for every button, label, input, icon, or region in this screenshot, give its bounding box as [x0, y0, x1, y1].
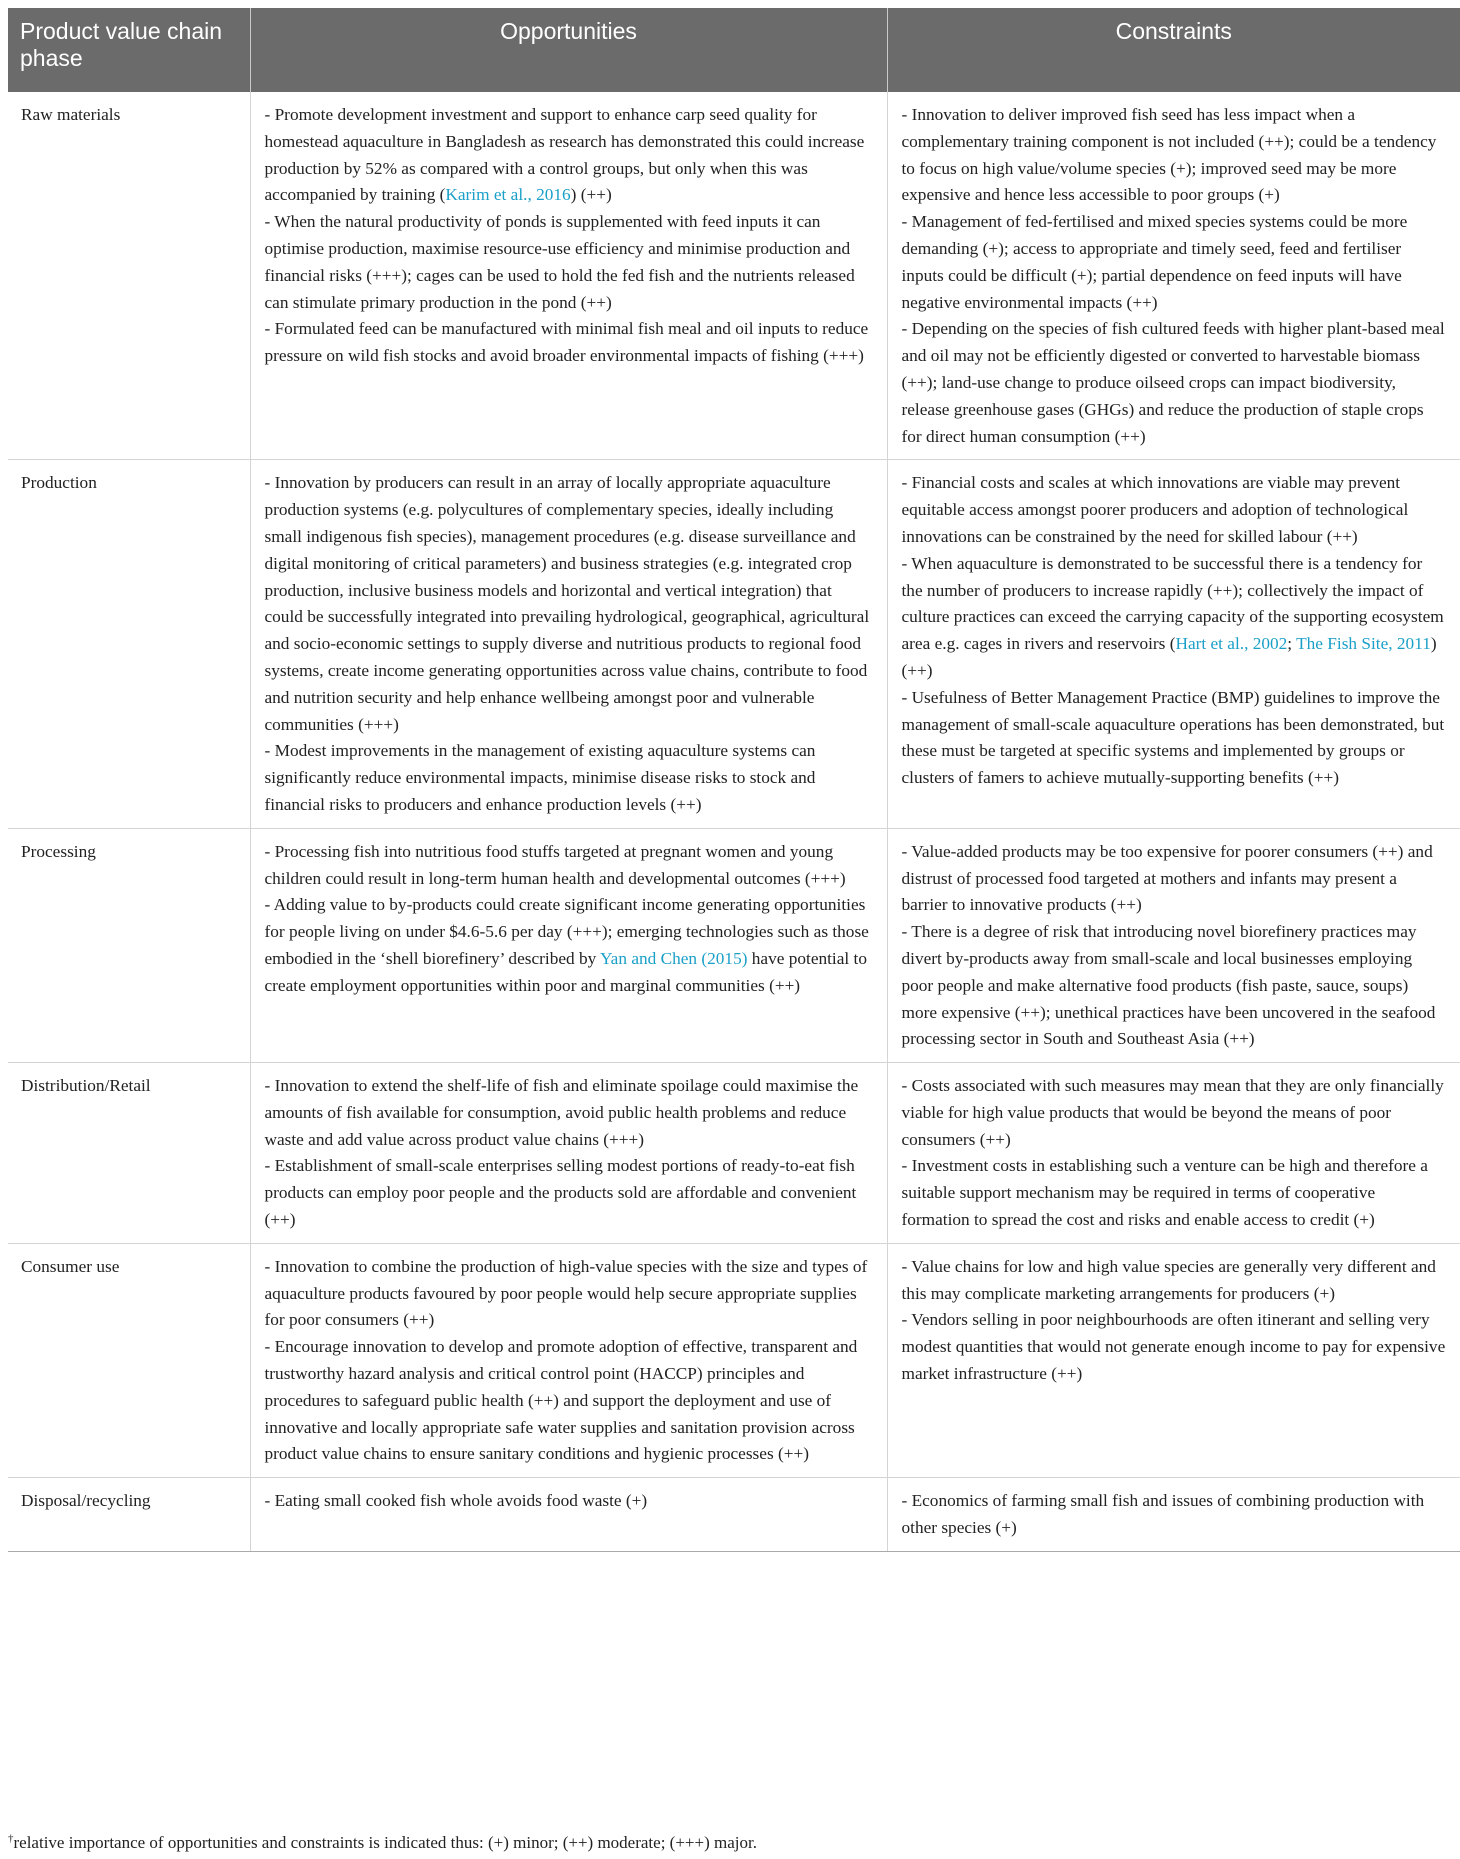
- opportunitie-item: [265, 470, 873, 738]
- constraint-item: [902, 470, 1447, 550]
- opportunities-cell: [250, 92, 887, 460]
- table-row: [8, 92, 1460, 460]
- phase-cell: Raw materials: [8, 92, 250, 460]
- cell-text: - Innovation to deliver improved fish seed has less impact when a complementary training component is not included (++); could be a tendency to focus on high value/volume species (+); improved seed may be more expensive and hence less accessible to poor groups (+): [901, 105, 1437, 205]
- constraint-item: [902, 1254, 1447, 1308]
- opportunitie-item: [265, 1334, 873, 1468]
- cell-text: - Innovation to combine the production of high-value species with the size and types of aquaculture products favoured by poor people would help secure appropriate supplies for poor consumers (++): [264, 1256, 868, 1330]
- opportunitie-item: [265, 209, 873, 316]
- footnote-marker: †: [8, 1832, 14, 1845]
- constraints-cell: [887, 460, 1460, 828]
- cell-text: - Innovation by producers can result in an array of locally appropriate aquaculture production systems (e.g. polycultures of complementary species, ideally including small indigenous fish species), management procedures (e.g. disease surveillance and digital monitoring of critical parameters) and business strategies (e.g. integrated crop production, inclusive business models and horizontal and vertical integration) that could be successfully integrated into prevailing hydrological, geographical, agricultural and socio-economic settings to supply diverse and nutritious products to regional food systems, create income generating opportunities across value chains, contribute to food and nutrition security and help enhance wellbeing amongst poor and vulnerable communities (+++): [264, 473, 870, 734]
- cell-text: - Value chains for low and high value species are generally very different and this may complicate marketing arrangements for producers (+): [901, 1256, 1436, 1303]
- table-row: [8, 1243, 1460, 1477]
- cell-text: - Depending on the species of fish cultured feeds with higher plant-based meal and oil may not be efficiently digested or converted to harvestable biomass (++); land-use change to produce oilseed crops can impact biodiversity, release greenhouse gases (GHGs) and reduce the production of staple crops for direct human consumption (++): [901, 319, 1445, 446]
- constraints-cell: [887, 1478, 1460, 1552]
- cell-text: have potential to create employment opportunities within poor and marginal communities (++): [264, 948, 867, 995]
- header-phase: Product value chain phase: [8, 8, 250, 92]
- phase-cell: Distribution/Retail: [8, 1063, 250, 1244]
- cell-text: - Eating small cooked fish whole avoids food waste (+): [264, 1491, 648, 1511]
- opportunitie-item: [265, 1488, 873, 1515]
- cell-text: - Adding value to by-products could create significant income generating opportunities for people living on under $4.6-5.6 per day (+++); emerging technologies such as those embodied in the ‘shell biorefinery’ described by: [264, 895, 869, 968]
- cell-text: - Innovation to extend the shelf-life of fish and eliminate spoilage could maximise the amounts of fish available for consumption, avoid public health problems and reduce waste and add value across product value chains (+++): [264, 1076, 859, 1149]
- cell-text: - Investment costs in establishing such a venture can be high and therefore a suitable support mechanism may be required in terms of cooperative formation to spread the cost and risks and enable access to credit (+): [901, 1156, 1428, 1230]
- value-chain-table: [8, 8, 1460, 1552]
- cell-text: - Management of fed-fertilised and mixed species systems could be more demanding (+); access to appropriate and timely seed, feed and fertiliser inputs could be difficult (+); partial dependence on feed inputs will have negative environmental impacts (++): [901, 212, 1408, 312]
- cell-text: - Usefulness of Better Management Practice (BMP) guidelines to improve the management of small-scale aquaculture operations has been demonstrated, but these must be targeted at specific systems and implemented by groups or clusters of famers to achieve mutually-supporting benefits (++): [901, 687, 1445, 788]
- cell-text: - Costs associated with such measures may mean that they are only financially viable for high value products that would be beyond the means of poor consumers (++): [901, 1076, 1444, 1149]
- constraint-item: [902, 1488, 1447, 1542]
- opportunitie-item: [265, 1073, 873, 1153]
- header-opportunities: Opportunities: [250, 8, 887, 92]
- table-row: [8, 1478, 1460, 1552]
- cell-text: - Formulated feed can be manufactured with minimal fish meal and oil inputs to reduce pressure on wild fish stocks and avoid broader environmental impacts of fishing (+++): [264, 319, 869, 366]
- cell-text: - Encourage innovation to develop and promote adoption of effective, transparent and trustworthy hazard analysis and critical control point (HACCP) principles and procedures to safeguard public health (++) and support the deployment and use of innovative and locally appropriate safe water supplies and sanitation provision across product value chains to ensure sanitary conditions and hygienic processes (++): [264, 1337, 858, 1464]
- constraints-cell: [887, 828, 1460, 1062]
- opportunities-cell: [250, 1063, 887, 1244]
- phase-cell: Production: [8, 460, 250, 828]
- footnote-text: relative importance of opportunities and constraints is indicated thus: (+) minor; (++) moderate; (+++) major.: [13, 1833, 757, 1852]
- constraint-item: [902, 919, 1447, 1053]
- cell-text: - Vendors selling in poor neighbourhoods are often itinerant and selling very modest quantities that would not generate enough income to pay for expensive market infrastructure (++): [901, 1310, 1446, 1384]
- opportunitie-item: [265, 839, 873, 893]
- phase-cell: Disposal/recycling: [8, 1478, 250, 1552]
- constraint-item: [902, 209, 1447, 316]
- constraints-cell: [887, 1063, 1460, 1244]
- constraints-cell: [887, 92, 1460, 460]
- table-body: [8, 92, 1460, 1551]
- citation-link[interactable]: The Fish Site, 2011: [1296, 634, 1431, 654]
- constraint-item: [902, 102, 1447, 209]
- opportunities-cell: [250, 460, 887, 828]
- value-chain-table-container: [8, 8, 1460, 1552]
- opportunitie-item: [265, 316, 873, 370]
- table-row: [8, 828, 1460, 1062]
- table-row: [8, 1063, 1460, 1244]
- table-header-row: [8, 8, 1460, 92]
- cell-text: - Economics of farming small fish and issues of combining production with other species (+): [901, 1491, 1425, 1538]
- cell-text: - Modest improvements in the management of existing aquaculture systems can significantly reduce environmental impacts, minimise disease risks to stock and financial risks to producers and enhance production levels (++): [264, 741, 816, 814]
- opportunitie-item: [265, 1153, 873, 1233]
- cell-text: ) (++): [570, 185, 612, 205]
- opportunitie-item: [265, 102, 873, 209]
- opportunitie-item: [265, 738, 873, 818]
- cell-text: - When aquaculture is demonstrated to be successful there is a tendency for the number of producers to increase rapidly (++); collectively the impact of culture practices can exceed the carrying capacity of the supporting ecosystem area e.g. cages in rivers and reservoirs (: [901, 553, 1444, 654]
- opportunities-cell: [250, 1478, 887, 1552]
- cell-text: ;: [1287, 634, 1297, 654]
- citation-link[interactable]: Hart et al., 2002: [1175, 634, 1288, 654]
- constraint-item: [902, 551, 1447, 685]
- cell-text: - There is a degree of risk that introducing novel biorefinery practices may divert by-products away from small-scale and local businesses employing poor people and make alternative food products (fish paste, sauce, soups) more expensive (++); unethical practices have been uncovered in the seafood processing sector in South and Southeast Asia (++): [901, 922, 1436, 1049]
- opportunitie-item: [265, 1254, 873, 1334]
- phase-cell: Consumer use: [8, 1243, 250, 1477]
- header-constraints: Constraints: [887, 8, 1460, 92]
- cell-text: - Value-added products may be too expensive for poorer consumers (++) and distrust of processed food targeted at mothers and infants may present a barrier to innovative products (++): [901, 841, 1433, 915]
- cell-text: - Promote development investment and support to enhance carp seed quality for homestead aquaculture in Bangladesh as research has demonstrated this could increase production by 52% as compared with a control groups, but only when this was accompanied by training (: [264, 105, 865, 205]
- table-footnote: [8, 1833, 757, 1853]
- opportunities-cell: [250, 828, 887, 1062]
- citation-link[interactable]: Karim et al., 2016: [445, 185, 571, 205]
- constraint-item: [902, 839, 1447, 919]
- constraint-item: [902, 1307, 1447, 1387]
- cell-text: - When the natural productivity of ponds is supplemented with feed inputs it can optimise production, maximise resource-use efficiency and minimise production and financial risks (+++); cages can be used to hold the fed fish and the nutrients released can stimulate primary production in the pond (++): [264, 212, 855, 312]
- citation-link[interactable]: Yan and Chen (2015): [599, 948, 748, 968]
- cell-text: - Processing fish into nutritious food stuffs targeted at pregnant women and young children could result in long-term human health and developmental outcomes (+++): [264, 841, 846, 888]
- cell-text: - Financial costs and scales at which innovations are viable may prevent equitable access amongst poorer producers and adoption of technological innovations can be constrained by the need for skilled labour (++): [901, 473, 1409, 546]
- constraint-item: [902, 685, 1447, 792]
- constraint-item: [902, 316, 1447, 450]
- opportunitie-item: [265, 892, 873, 999]
- cell-text: - Establishment of small-scale enterprises selling modest portions of ready-to-eat fish products can employ poor people and the products sold are affordable and convenient (++): [264, 1156, 857, 1230]
- constraint-item: [902, 1153, 1447, 1233]
- constraint-item: [902, 1073, 1447, 1153]
- constraints-cell: [887, 1243, 1460, 1477]
- cell-text: ) (++): [901, 634, 1437, 680]
- table-row: [8, 460, 1460, 828]
- phase-cell: Processing: [8, 828, 250, 1062]
- opportunities-cell: [250, 1243, 887, 1477]
